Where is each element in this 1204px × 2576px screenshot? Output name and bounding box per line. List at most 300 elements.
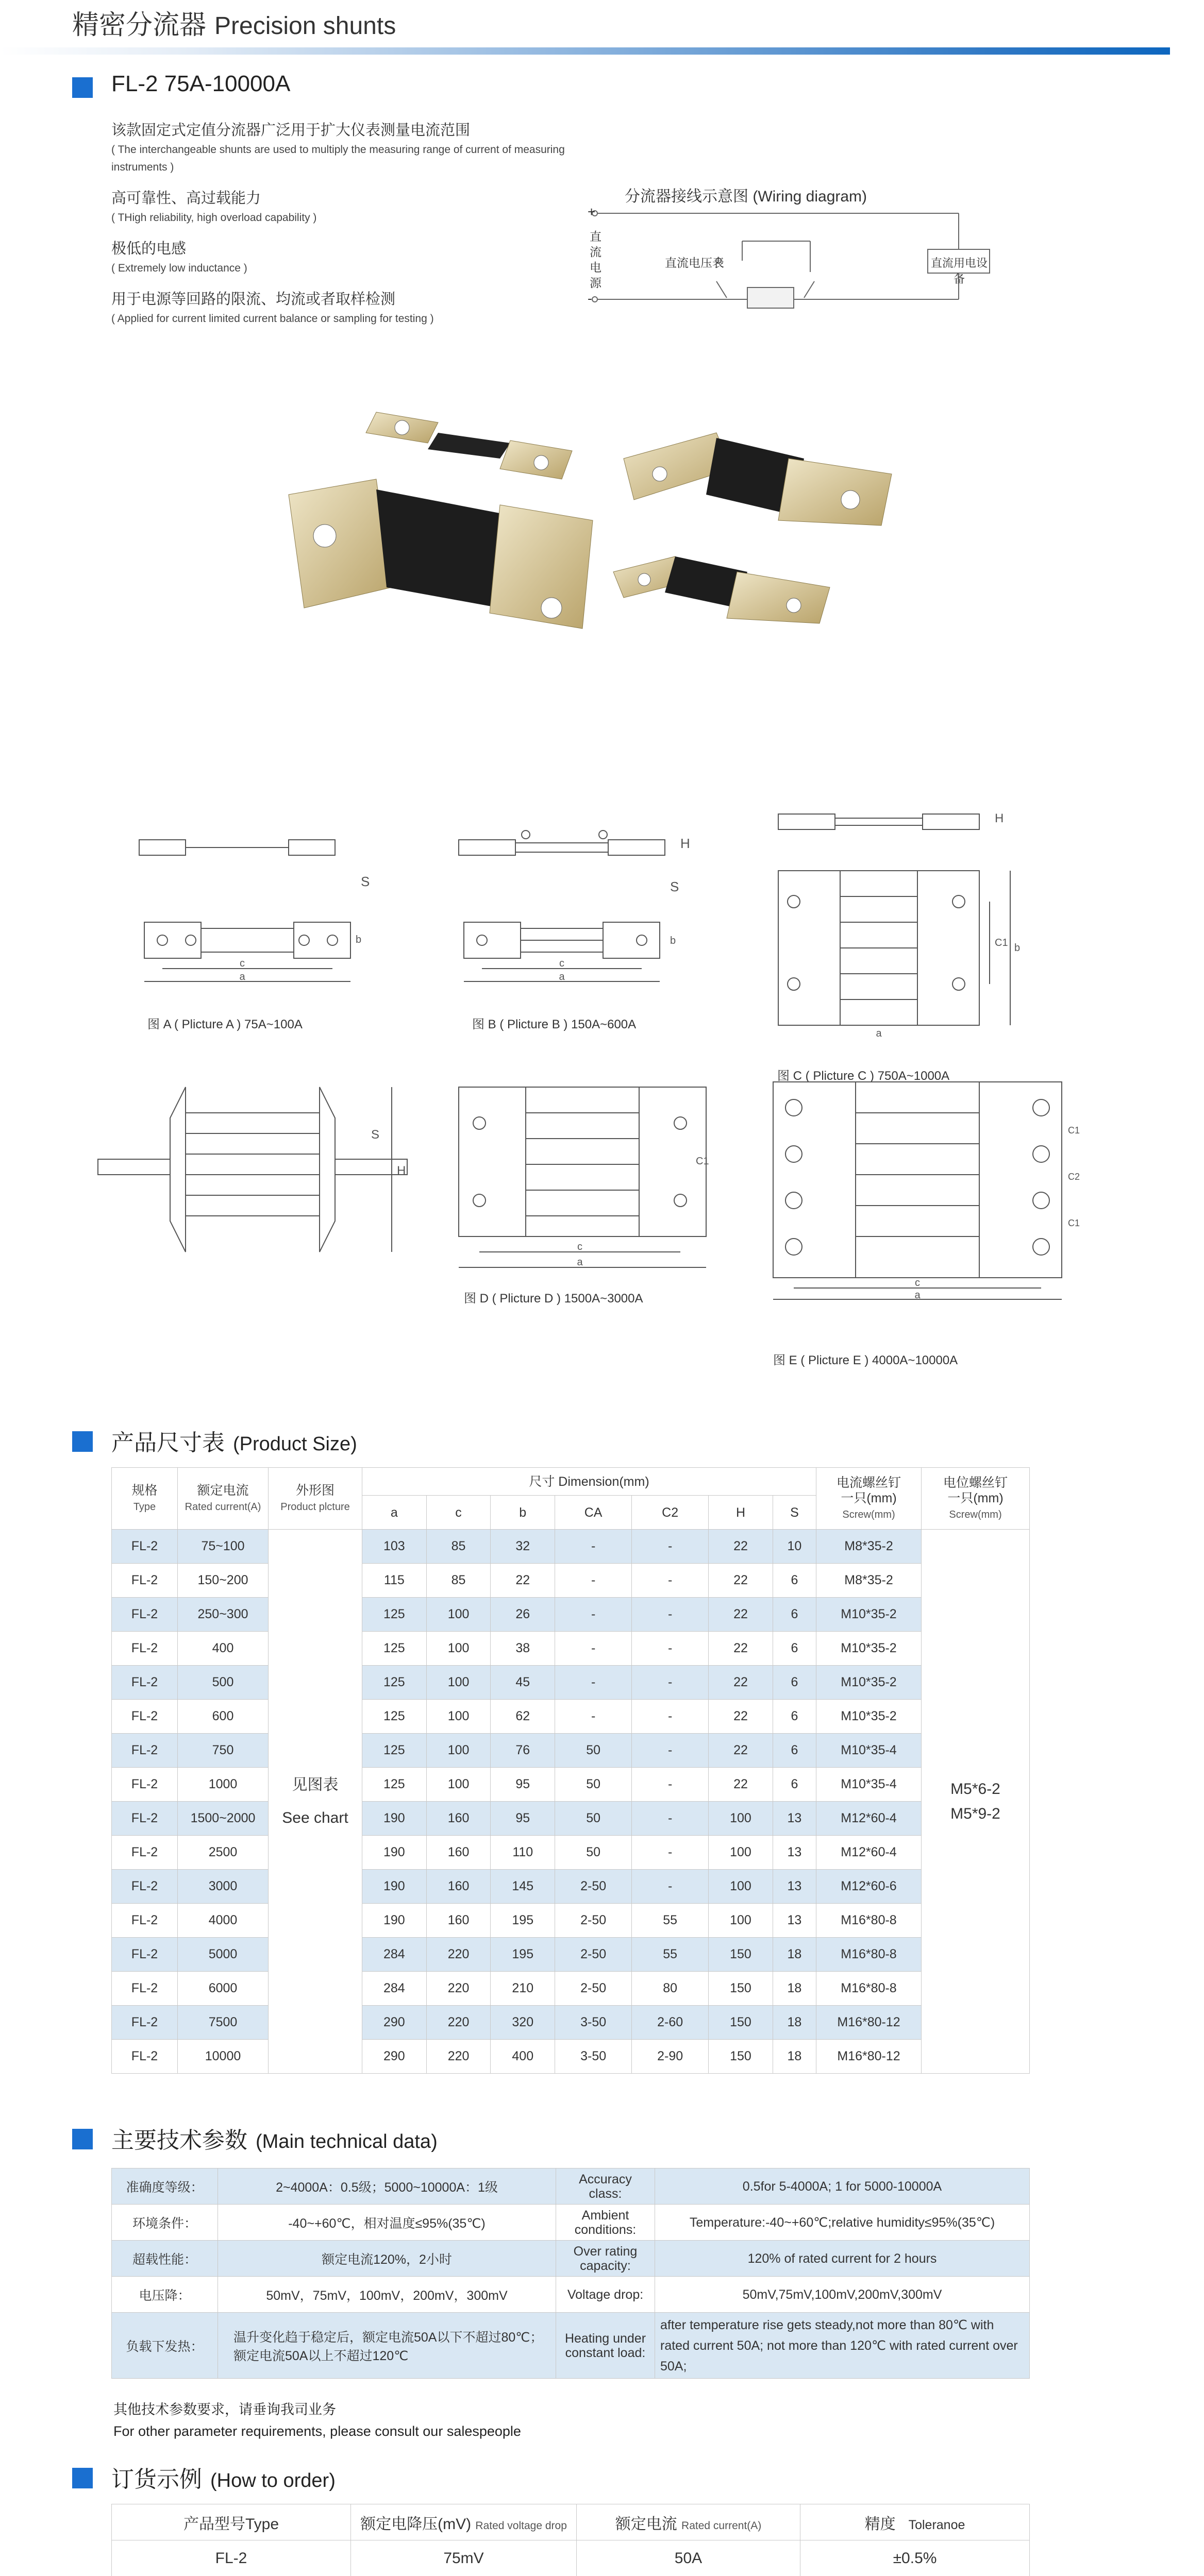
- drawing-d: [454, 1082, 722, 1278]
- feature-en: ( Extremely low inductance ): [111, 262, 247, 274]
- svg-text:a: a: [239, 971, 245, 982]
- table-cell: 2-60: [632, 2006, 709, 2040]
- table-cell: M10*35-2: [816, 1666, 922, 1700]
- feature-en: ( Applied for current limited current balance or sampling for testing ): [111, 313, 434, 325]
- table-cell: 150: [709, 2040, 773, 2074]
- tech-cn-value: 温升变化趋于稳定后，额定电流50A以下不超过80℃；额定电流50A以上不超过120℃: [218, 2313, 556, 2379]
- table-row: [112, 1972, 1030, 2006]
- table-cell: 95: [491, 1768, 555, 1802]
- table-cell: 100: [709, 1870, 773, 1904]
- shunt-large-left: [289, 479, 593, 629]
- table-cell: 190: [362, 1904, 427, 1938]
- table-cell: 2-50: [555, 1904, 632, 1938]
- tech-cn-label: 电压降：: [112, 2277, 218, 2313]
- table-cell: 125: [362, 1666, 427, 1700]
- table-cell: 320: [491, 2006, 555, 2040]
- table-cell: 750: [178, 1734, 269, 1768]
- table-cell: 10: [773, 1530, 816, 1564]
- figure-e-caption: 图 E ( Plicture E ) 4000A~10000A: [773, 1353, 958, 1367]
- table-cell: 50: [555, 1768, 632, 1802]
- tech-en-label: Ambient conditions:: [556, 2205, 655, 2241]
- table-cell: 45: [491, 1666, 555, 1700]
- picture-cell: 见图表 See chart: [269, 1530, 362, 2074]
- table-cell: M10*35-4: [816, 1734, 922, 1768]
- order-value-tolerance: ±0.5%: [800, 2540, 1030, 2576]
- table-cell: 22: [709, 1564, 773, 1598]
- table-cell: -: [632, 1564, 709, 1598]
- table-cell: 160: [426, 1904, 491, 1938]
- tech-en-label: Voltage drop:: [556, 2277, 655, 2313]
- table-row: [112, 1564, 1030, 1598]
- tech-en-value: Temperature:-40~+60℃;relative humidity≤95%(35℃): [655, 2205, 1030, 2241]
- table-cell: 76: [491, 1734, 555, 1768]
- table-cell: 22: [709, 1666, 773, 1700]
- col-c2: C2: [632, 1496, 709, 1530]
- table-cell: 4000: [178, 1904, 269, 1938]
- table-cell: 115: [362, 1564, 427, 1598]
- table-cell: FL-2: [112, 1836, 178, 1870]
- tech-row: [112, 2205, 1030, 2241]
- drawing-a: [134, 814, 402, 989]
- table-cell: 13: [773, 1802, 816, 1836]
- feature-item: [111, 188, 616, 227]
- table-cell: M10*35-2: [816, 1700, 922, 1734]
- feature-en: ( THigh reliability, high overload capability ): [111, 212, 317, 224]
- feature-cn: 极低的电感: [111, 241, 187, 257]
- table-cell: 125: [362, 1598, 427, 1632]
- table-row: [112, 2006, 1030, 2040]
- table-cell: FL-2: [112, 1530, 178, 1564]
- table-cell: 125: [362, 1632, 427, 1666]
- table-cell: 7500: [178, 2006, 269, 2040]
- col-a: a: [362, 1496, 427, 1530]
- feature-cn: 该款固定式定值分流器广泛用于扩大仪表测量电流范围: [111, 122, 471, 139]
- tech-en-label: Accuracy class:: [556, 2168, 655, 2205]
- table-cell: FL-2: [112, 1768, 178, 1802]
- table-cell: 55: [632, 1938, 709, 1972]
- table-cell: 3-50: [555, 2040, 632, 2074]
- table-cell: 6: [773, 1734, 816, 1768]
- svg-text:c: c: [577, 1241, 582, 1252]
- note-en: For other parameter requirements, please consult our salespeople: [113, 2424, 521, 2439]
- wiring-title: 分流器接线示意图 (Wiring diagram): [625, 188, 867, 205]
- order-header-voltage: 额定电降压(mV) Rated voltage drop: [351, 2504, 577, 2540]
- table-cell: FL-2: [112, 1734, 178, 1768]
- table-cell: M12*60-6: [816, 1870, 922, 1904]
- table-cell: 103: [362, 1530, 427, 1564]
- table-cell: 10000: [178, 2040, 269, 2074]
- order-value-current: 50A: [577, 2540, 800, 2576]
- table-cell: 150: [709, 2006, 773, 2040]
- tech-cn-value: -40~+60℃，相对温度≤95%(35℃): [218, 2205, 556, 2241]
- table-cell: -: [632, 1598, 709, 1632]
- header-gradient-bar: [0, 47, 1170, 55]
- table-cell: 85: [426, 1564, 491, 1598]
- table-cell: 55: [632, 1904, 709, 1938]
- table-cell: 26: [491, 1598, 555, 1632]
- table-cell: -: [555, 1598, 632, 1632]
- table-cell: 13: [773, 1870, 816, 1904]
- table-cell: 150~200: [178, 1564, 269, 1598]
- table-cell: 100: [426, 1768, 491, 1802]
- svg-text:C1: C1: [995, 937, 1008, 948]
- table-cell: 80: [632, 1972, 709, 2006]
- feature-list: [111, 120, 616, 339]
- table-cell: -: [632, 1666, 709, 1700]
- tech-heading: 主要技术参数 (Main technical data): [111, 2128, 438, 2153]
- table-cell: 18: [773, 2006, 816, 2040]
- table-row: [112, 1904, 1030, 1938]
- title-cn: 精密分流器: [72, 10, 207, 40]
- table-cell: 100: [426, 1632, 491, 1666]
- feature-item: [111, 120, 616, 176]
- tech-row: [112, 2313, 1030, 2379]
- table-cell: 100: [709, 1836, 773, 1870]
- col-type-header: 规格 Type: [112, 1468, 178, 1530]
- feature-cn: 高可靠性、高过载能力: [111, 190, 261, 207]
- table-cell: M16*80-8: [816, 1938, 922, 1972]
- wiring-source-label: 直 流 电 源: [590, 230, 601, 290]
- table-row: [112, 1598, 1030, 1632]
- table-cell: 2-50: [555, 1972, 632, 2006]
- table-cell: 13: [773, 1836, 816, 1870]
- table-cell: -: [632, 1734, 709, 1768]
- table-row: [112, 1666, 1030, 1700]
- col-picture-header: 外形图 Product plcture: [269, 1468, 362, 1530]
- table-cell: 22: [491, 1564, 555, 1598]
- table-cell: 290: [362, 2040, 427, 2074]
- svg-text:c: c: [559, 958, 564, 969]
- table-cell: 210: [491, 1972, 555, 2006]
- tech-row: [112, 2241, 1030, 2277]
- table-cell: 400: [491, 2040, 555, 2074]
- feature-item: [111, 289, 616, 328]
- table-cell: 6000: [178, 1972, 269, 2006]
- col-dimension-header: 尺寸 Dimension(mm): [362, 1468, 816, 1496]
- table-cell: 18: [773, 1972, 816, 2006]
- table-cell: M16*80-12: [816, 2006, 922, 2040]
- table-cell: 145: [491, 1870, 555, 1904]
- table-cell: 100: [709, 1904, 773, 1938]
- table-cell: 6: [773, 1632, 816, 1666]
- table-cell: FL-2: [112, 1632, 178, 1666]
- table-cell: 3000: [178, 1870, 269, 1904]
- table-cell: 160: [426, 1836, 491, 1870]
- table-cell: 160: [426, 1870, 491, 1904]
- product-photo: [222, 402, 943, 773]
- svg-text:c: c: [240, 958, 245, 969]
- section-square-icon: [72, 2129, 93, 2149]
- table-cell: 125: [362, 1734, 427, 1768]
- table-row: [112, 1938, 1030, 1972]
- table-cell: FL-2: [112, 1666, 178, 1700]
- wiring-device-label: 直流用电设备: [931, 257, 988, 285]
- table-cell: 195: [491, 1904, 555, 1938]
- table-row: [112, 1768, 1030, 1802]
- tech-en-value: 0.5for 5-4000A; 1 for 5000-10000A: [655, 2168, 1030, 2205]
- wiring-svg: [588, 183, 1082, 338]
- table-cell: 600: [178, 1700, 269, 1734]
- drawing-e: [768, 1077, 1080, 1303]
- section-square-icon: [72, 2468, 93, 2488]
- table-row: [112, 1700, 1030, 1734]
- wiring-meter-label: 直流电压表: [665, 256, 724, 269]
- table-cell: M8*35-2: [816, 1530, 922, 1564]
- svg-text:C1: C1: [1068, 1125, 1080, 1136]
- svg-text:C1: C1: [696, 1156, 709, 1167]
- table-cell: M16*80-8: [816, 1972, 922, 2006]
- order-header-tolerance: 精度 Toleranoe: [800, 2504, 1030, 2540]
- tech-cn-label: 负载下发热：: [112, 2313, 218, 2379]
- table-cell: 220: [426, 1972, 491, 2006]
- table-cell: FL-2: [112, 1972, 178, 2006]
- tech-en-value: 120% of rated current for 2 hours: [655, 2241, 1030, 2277]
- figure-c-caption: 图 C ( Plicture C ) 750A~1000A: [777, 1069, 950, 1083]
- table-cell: 100: [426, 1700, 491, 1734]
- wiring-diagram: [588, 183, 1082, 338]
- section-square-icon: [72, 77, 93, 98]
- table-cell: FL-2: [112, 1564, 178, 1598]
- shunt-small-top: [366, 412, 572, 479]
- table-cell: -: [632, 1836, 709, 1870]
- order-value-voltage: 75mV: [351, 2540, 577, 2576]
- table-cell: FL-2: [112, 1700, 178, 1734]
- table-cell: 190: [362, 1870, 427, 1904]
- table-cell: 290: [362, 2006, 427, 2040]
- table-cell: -: [555, 1666, 632, 1700]
- svg-text:H: H: [680, 836, 690, 851]
- table-cell: 284: [362, 1938, 427, 1972]
- table-cell: -: [632, 1700, 709, 1734]
- table-cell: 5000: [178, 1938, 269, 1972]
- table-cell: 22: [709, 1632, 773, 1666]
- table-cell: 50: [555, 1734, 632, 1768]
- table-cell: 190: [362, 1802, 427, 1836]
- svg-text:b: b: [356, 934, 362, 945]
- table-cell: 100: [426, 1598, 491, 1632]
- table-cell: 22: [709, 1768, 773, 1802]
- table-cell: 85: [426, 1530, 491, 1564]
- table-cell: 75~100: [178, 1530, 269, 1564]
- table-cell: FL-2: [112, 1938, 178, 1972]
- note: [113, 2399, 521, 2442]
- table-cell: -: [632, 1870, 709, 1904]
- table-cell: 2-50: [555, 1938, 632, 1972]
- table-cell: M16*80-12: [816, 2040, 922, 2074]
- table-cell: 400: [178, 1632, 269, 1666]
- table-cell: 2500: [178, 1836, 269, 1870]
- table-cell: 95: [491, 1802, 555, 1836]
- svg-text:H: H: [995, 811, 1004, 825]
- tech-en-value: 50mV,75mV,100mV,200mV,300mV: [655, 2277, 1030, 2313]
- order-value-type: FL-2: [112, 2540, 351, 2576]
- table-cell: 6: [773, 1666, 816, 1700]
- table-cell: 125: [362, 1700, 427, 1734]
- tech-en-label: Over rating capacity:: [556, 2241, 655, 2277]
- col-rated-header: 额定电流 Rated current(A): [178, 1468, 269, 1530]
- table-cell: FL-2: [112, 2040, 178, 2074]
- table-cell: 18: [773, 1938, 816, 1972]
- table-row: [112, 1632, 1030, 1666]
- svg-text:C2: C2: [1068, 1172, 1080, 1182]
- table-row: [112, 2040, 1030, 2074]
- figure-d-caption: 图 D ( Plicture D ) 1500A~3000A: [464, 1292, 643, 1306]
- svg-text:C1: C1: [1068, 1218, 1080, 1228]
- tech-cn-label: 准确度等级：: [112, 2168, 218, 2205]
- table-row: [112, 1530, 1030, 1564]
- table-cell: 284: [362, 1972, 427, 2006]
- col-h: H: [709, 1496, 773, 1530]
- table-cell: 50: [555, 1836, 632, 1870]
- table-cell: 160: [426, 1802, 491, 1836]
- tech-cn-label: 超载性能：: [112, 2241, 218, 2277]
- order-header-current: 额定电流 Rated current(A): [577, 2504, 800, 2540]
- table-cell: 100: [426, 1734, 491, 1768]
- svg-text:S: S: [371, 1128, 380, 1142]
- page-title: [72, 3, 396, 42]
- table-cell: -: [555, 1530, 632, 1564]
- product-size-table: [111, 1467, 1030, 2074]
- table-cell: 190: [362, 1836, 427, 1870]
- tech-cn-label: 环境条件：: [112, 2205, 218, 2241]
- model-title: FL-2 75A-10000A: [111, 71, 291, 96]
- tech-cn-value: 2~4000A：0.5级；5000~10000A：1级: [218, 2168, 556, 2205]
- table-cell: 6: [773, 1564, 816, 1598]
- svg-text:S: S: [361, 874, 370, 889]
- table-cell: 6: [773, 1598, 816, 1632]
- table-cell: 3-50: [555, 2006, 632, 2040]
- table-cell: 22: [709, 1530, 773, 1564]
- tech-row: [112, 2168, 1030, 2205]
- table-cell: M10*35-2: [816, 1598, 922, 1632]
- wiring-plus: +: [588, 204, 596, 219]
- svg-text:b: b: [1014, 942, 1021, 954]
- table-cell: 22: [709, 1598, 773, 1632]
- title-en: Precision shunts: [214, 12, 396, 40]
- tech-cn-value: 额定电流120%，2小时: [218, 2241, 556, 2277]
- table-cell: 195: [491, 1938, 555, 1972]
- table-cell: -: [632, 1768, 709, 1802]
- table-cell: 1500~2000: [178, 1802, 269, 1836]
- col-current-screw-header: 电流螺丝钉 一只(mm) Screw(mm): [816, 1468, 922, 1530]
- svg-text:c: c: [915, 1277, 920, 1289]
- table-cell: FL-2: [112, 1904, 178, 1938]
- svg-text:a: a: [559, 971, 565, 982]
- col-c: c: [426, 1496, 491, 1530]
- table-cell: -: [555, 1700, 632, 1734]
- table-row: [112, 1836, 1030, 1870]
- svg-text:S: S: [670, 879, 679, 894]
- table-cell: 220: [426, 1938, 491, 1972]
- order-heading: 订货示例 (How to order): [111, 2467, 336, 2492]
- order-header-type: 产品型号Type: [112, 2504, 351, 2540]
- col-potential-screw-header: 电位螺丝钉 一只(mm) Screw(mm): [922, 1468, 1030, 1530]
- table-cell: 18: [773, 2040, 816, 2074]
- table-cell: -: [555, 1564, 632, 1598]
- table-cell: 150: [709, 1938, 773, 1972]
- table-cell: 22: [709, 1700, 773, 1734]
- table-cell: FL-2: [112, 1598, 178, 1632]
- drawing-c: [773, 793, 1041, 1041]
- table-cell: 32: [491, 1530, 555, 1564]
- wiring-minus: -: [588, 291, 592, 306]
- feature-item: [111, 238, 616, 277]
- table-cell: 1000: [178, 1768, 269, 1802]
- order-example-table: [111, 2504, 1030, 2576]
- figure-a-caption: 图 A ( Plicture A ) 75A~100A: [147, 1018, 303, 1031]
- table-cell: -: [632, 1530, 709, 1564]
- col-ca: CA: [555, 1496, 632, 1530]
- table-cell: -: [555, 1632, 632, 1666]
- table-cell: -: [632, 1802, 709, 1836]
- table-cell: 13: [773, 1904, 816, 1938]
- shunt-medium-right: [624, 433, 892, 526]
- table-cell: 110: [491, 1836, 555, 1870]
- shunt-small-right: [613, 556, 830, 623]
- drawing-b: [454, 804, 722, 989]
- figure-b-caption: 图 B ( Plicture B ) 150A~600A: [472, 1018, 637, 1031]
- table-row: [112, 1802, 1030, 1836]
- table-cell: FL-2: [112, 1802, 178, 1836]
- drawing-side-view: [93, 1077, 423, 1262]
- potential-screw-cell: M5*6-2 M5*9-2: [922, 1530, 1030, 2074]
- col-b: b: [491, 1496, 555, 1530]
- technical-data-table: [111, 2168, 1030, 2379]
- table-cell: 6: [773, 1768, 816, 1802]
- note-cn: 其他技术参数要求，请垂询我司业务: [113, 2402, 336, 2417]
- table-cell: 100: [709, 1802, 773, 1836]
- table-cell: 220: [426, 2040, 491, 2074]
- table-cell: 250~300: [178, 1598, 269, 1632]
- table-cell: 220: [426, 2006, 491, 2040]
- table-cell: 62: [491, 1700, 555, 1734]
- table-cell: M10*35-2: [816, 1632, 922, 1666]
- table-cell: 22: [709, 1734, 773, 1768]
- table-cell: M12*60-4: [816, 1802, 922, 1836]
- table-cell: FL-2: [112, 1870, 178, 1904]
- tech-cn-value: 50mV，75mV，100mV，200mV，300mV: [218, 2277, 556, 2313]
- table-cell: M10*35-4: [816, 1768, 922, 1802]
- svg-text:H: H: [397, 1164, 406, 1178]
- table-cell: 50: [555, 1802, 632, 1836]
- table-row: [112, 1734, 1030, 1768]
- table-cell: M12*60-4: [816, 1836, 922, 1870]
- table-cell: 2-90: [632, 2040, 709, 2074]
- spec-heading: 产品尺寸表 (Product Size): [111, 1430, 357, 1455]
- table-cell: M16*80-8: [816, 1904, 922, 1938]
- table-cell: 100: [426, 1666, 491, 1700]
- feature-en: ( The interchangeable shunts are used to multiply the measuring range of current of measuring instruments ): [111, 144, 565, 173]
- table-row: [112, 1870, 1030, 1904]
- svg-text:a: a: [914, 1290, 921, 1301]
- section-square-icon: [72, 1431, 93, 1452]
- tech-en-value: after temperature rise gets steady,not more than 80℃ with rated current 50A; not more than 120℃ with rated current over 50A;: [655, 2313, 1030, 2379]
- table-cell: 500: [178, 1666, 269, 1700]
- svg-text:a: a: [577, 1257, 583, 1268]
- table-cell: 150: [709, 1972, 773, 2006]
- table-cell: -: [632, 1632, 709, 1666]
- table-cell: 125: [362, 1768, 427, 1802]
- feature-cn: 用于电源等回路的限流、均流或者取样检测: [111, 291, 396, 308]
- col-s: S: [773, 1496, 816, 1530]
- svg-text:a: a: [876, 1028, 882, 1039]
- table-cell: 38: [491, 1632, 555, 1666]
- table-cell: FL-2: [112, 2006, 178, 2040]
- tech-row: [112, 2277, 1030, 2313]
- table-cell: 6: [773, 1700, 816, 1734]
- svg-text:b: b: [670, 935, 676, 946]
- tech-en-label: Heating under constant load:: [556, 2313, 655, 2379]
